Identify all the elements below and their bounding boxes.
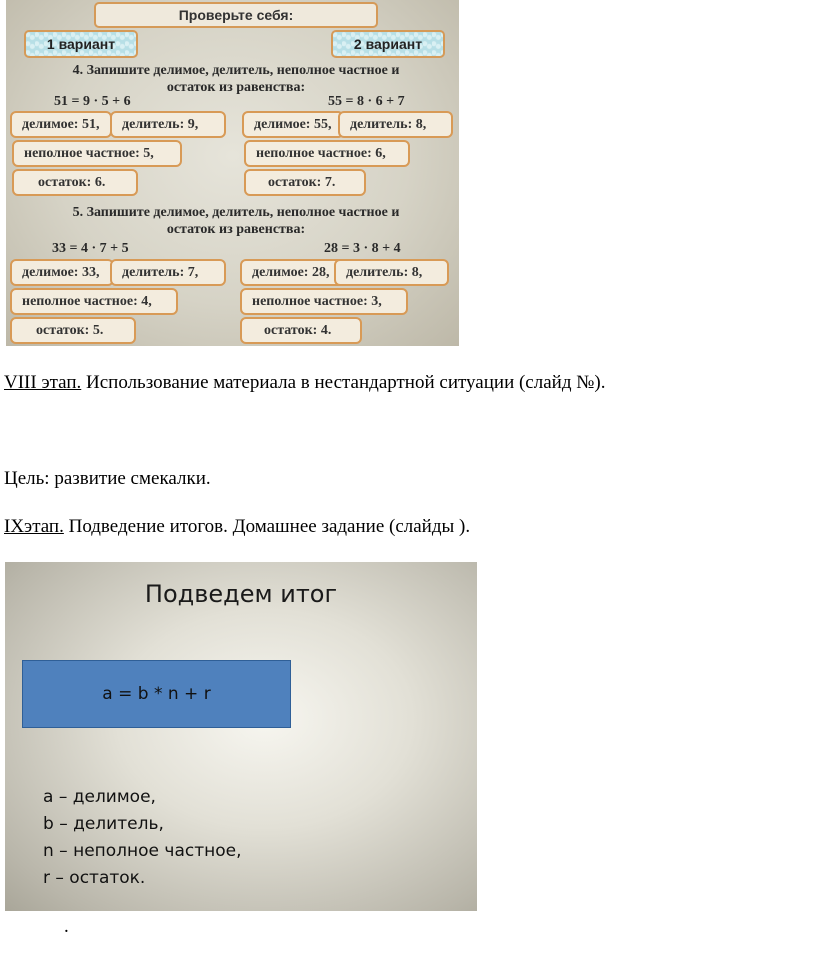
summary-slide bbox=[5, 562, 477, 911]
legend-item-b: b – делитель, bbox=[43, 814, 164, 834]
task-5-left-remainder: остаток: 5. bbox=[10, 317, 136, 344]
variant-2-button: 2 вариант bbox=[331, 30, 445, 58]
task-4-line-1: 4. Запишите делимое, делитель, неполное частное и bbox=[72, 63, 400, 78]
task-5-left-quotient: неполное частное: 4, bbox=[10, 288, 178, 315]
check-yourself-slide bbox=[6, 0, 459, 346]
task-4-left-remainder: остаток: 6. bbox=[12, 169, 138, 196]
legend-item-r: r – остаток. bbox=[43, 868, 146, 888]
task-5-left-dividend: делимое: 33, bbox=[10, 259, 114, 286]
task-5-line-2: остаток из равенства: bbox=[166, 222, 306, 237]
task-5-right-divisor: делитель: 8, bbox=[334, 259, 449, 286]
stage-9-paragraph bbox=[4, 516, 470, 538]
trailing-dot: . bbox=[64, 916, 69, 937]
task-4-left-divisor: делитель: 9, bbox=[110, 111, 226, 138]
task-5-right-dividend: делимое: 28, bbox=[240, 259, 344, 286]
stage-9-text: Подведение итогов. Домашнее задание (слайды ). bbox=[63, 516, 471, 537]
stage-8-paragraph bbox=[4, 372, 605, 394]
task-5-equation-right: 28 = 3 · 8 + 4 bbox=[324, 241, 401, 256]
task-5-left-divisor: делитель: 7, bbox=[110, 259, 226, 286]
task-4-right-remainder: остаток: 7. bbox=[244, 169, 366, 196]
formula-box: a = b * n + r bbox=[22, 660, 291, 728]
stage-8-text: Использование материала в нестандартной ситуации (слайд №). bbox=[81, 372, 606, 393]
task-5-equation-left: 33 = 4 · 7 + 5 bbox=[52, 241, 129, 256]
task-4-right-dividend: делимое: 55, bbox=[242, 111, 344, 138]
task-4-right-quotient: неполное частное: 6, bbox=[244, 140, 410, 167]
legend-item-n: n – неполное частное, bbox=[43, 841, 242, 861]
task-5-line-1: 5. Запишите делимое, делитель, неполное частное и bbox=[72, 205, 400, 220]
legend-item-a: a – делимое, bbox=[43, 787, 156, 807]
task-4-equation-right: 55 = 8 · 6 + 7 bbox=[328, 94, 405, 109]
variant-1-button: 1 вариант bbox=[24, 30, 138, 58]
stage-9-label: IXэтап. bbox=[4, 516, 64, 537]
task-5-right-quotient: неполное частное: 3, bbox=[240, 288, 408, 315]
task-4-left-quotient: неполное частное: 5, bbox=[12, 140, 182, 167]
summary-slide-title: Подведем итог bbox=[144, 580, 338, 608]
task-4-heading bbox=[36, 62, 436, 96]
task-4-left-dividend: делимое: 51, bbox=[10, 111, 112, 138]
task-4-right-divisor: делитель: 8, bbox=[338, 111, 453, 138]
stage-8-label: VIII этап. bbox=[4, 372, 82, 393]
task-4-line-2: остаток из равенства: bbox=[166, 80, 306, 95]
slide-header: Проверьте себя: bbox=[94, 2, 378, 28]
goal-paragraph: Цель: развитие смекалки. bbox=[4, 468, 211, 489]
formula-legend bbox=[43, 784, 242, 892]
task-5-right-remainder: остаток: 4. bbox=[240, 317, 362, 344]
task-5-heading bbox=[36, 204, 436, 238]
task-4-equation-left: 51 = 9 · 5 + 6 bbox=[54, 94, 131, 109]
